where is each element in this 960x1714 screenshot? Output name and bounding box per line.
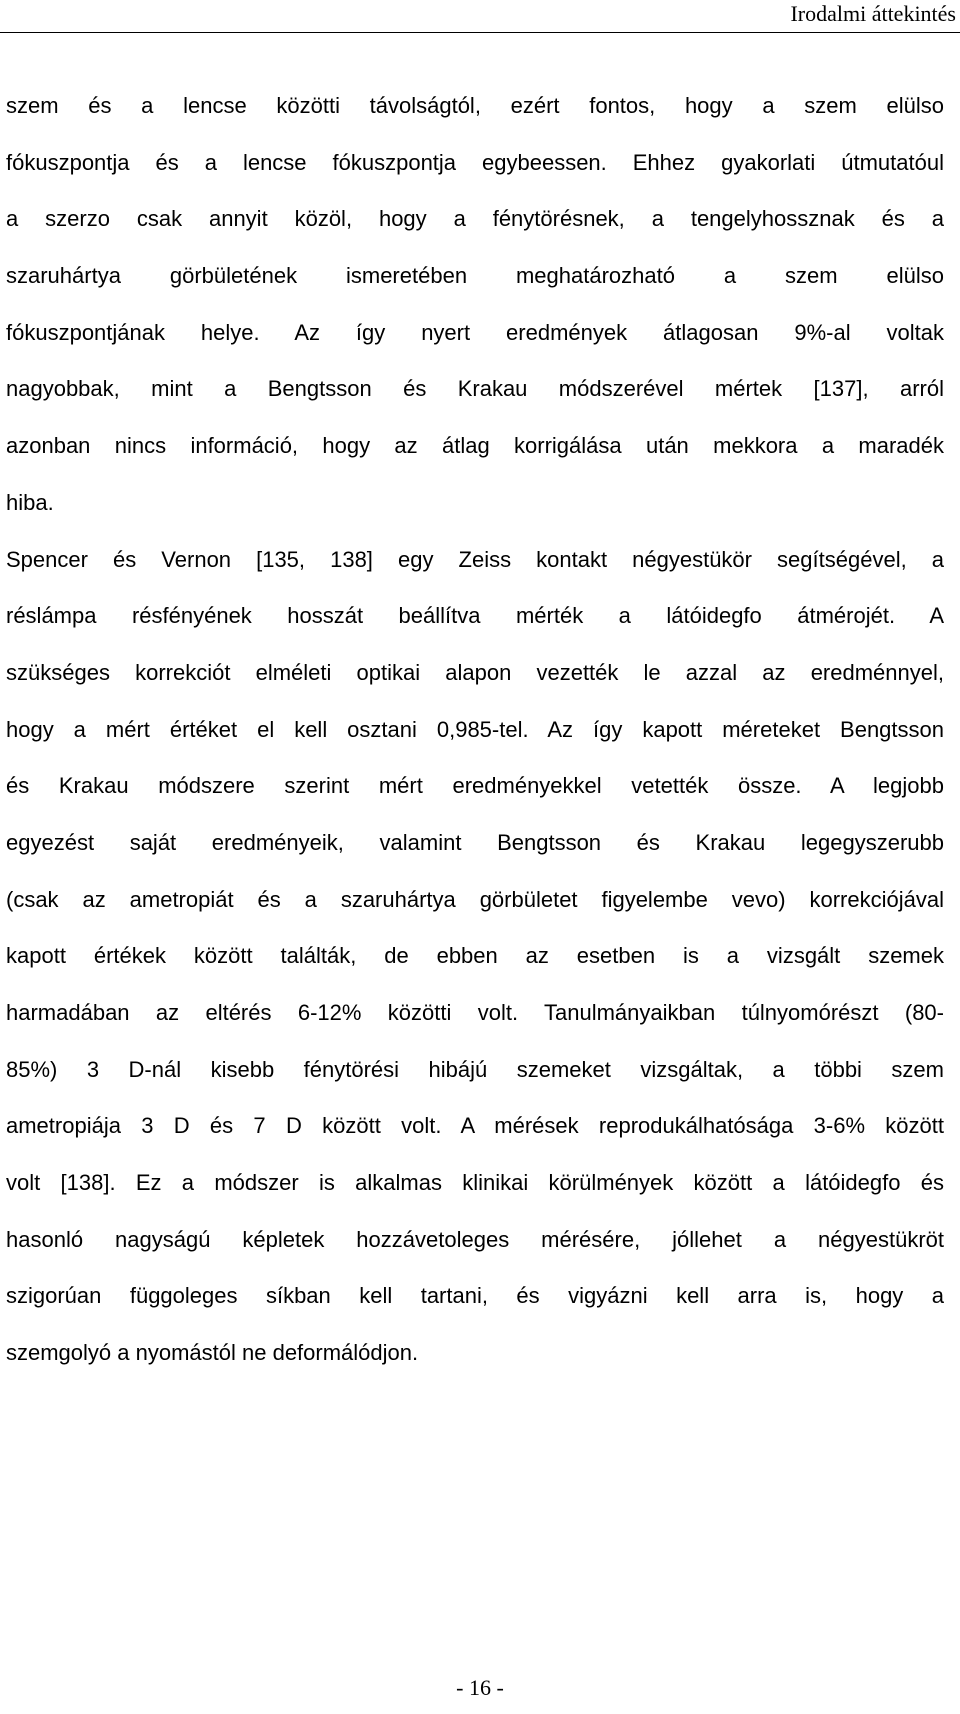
text-line: a szerzo csak annyit közöl, hogy a fénytörésnek, a tengelyhossznak és a xyxy=(6,206,944,232)
text-line: (csak az ametropiát és a szaruhártya görbületet figyelembe vevo) korrekciójával xyxy=(6,886,944,912)
text-line: fókuszpontja és a lencse fókuszpontja egybeessen. Ehhez gyakorlati útmutatóul xyxy=(6,149,944,175)
text-line: ametropiája 3 D és 7 D között volt. A mérések reprodukálhatósága 3-6% között xyxy=(6,1113,944,1139)
text-line: Spencer és Vernon [135, 138] egy Zeiss kontakt négyestükör segítségével, a xyxy=(6,546,944,572)
header-divider xyxy=(0,32,960,33)
page-number: - 16 - xyxy=(456,1675,504,1700)
paragraph-1 xyxy=(6,78,944,532)
text-line: nagyobbak, mint a Bengtsson és Krakau módszerével mértek [137], arról xyxy=(6,376,944,402)
body-text xyxy=(6,78,944,1382)
text-line: kapott értékek között találták, de ebben az esetben is a vizsgált szemek xyxy=(6,943,944,969)
text-line: fókuszpontjának helye. Az így nyert eredmények átlagosan 9%-al voltak xyxy=(6,319,944,345)
text-line: szemgolyó a nyomástól ne deformálódjon. xyxy=(6,1340,419,1366)
text-line: szem és a lencse közötti távolságtól, ezért fontos, hogy a szem elülso xyxy=(6,93,944,118)
text-line: hasonló nagyságú képletek hozzávetoleges mérésére, jóllehet a négyestükröt xyxy=(6,1226,944,1252)
text-line: hogy a mért értéket el kell osztani 0,985-tel. Az így kapott méreteket Bengtsson xyxy=(6,716,944,742)
text-line: harmadában az eltérés 6-12% közötti volt. Tanulmányaikban túlnyomórészt (80- xyxy=(6,1000,944,1025)
text-line: szigorúan függoleges síkban kell tartani, és vigyázni kell arra is, hogy a xyxy=(6,1283,944,1309)
text-line: azonban nincs információ, hogy az átlag korrigálása után mekkora a maradék xyxy=(6,433,944,459)
text-line: szükséges korrekciót elméleti optikai alapon vezették le azzal az eredménnyel, xyxy=(6,659,944,685)
text-line: egyezést saját eredményeik, valamint Bengtsson és Krakau legegyszerubb xyxy=(6,829,944,855)
text-line: és Krakau módszere szerint mért eredményekkel vetették össze. A legjobb xyxy=(6,773,944,799)
running-header-title: Irodalmi áttekintés xyxy=(790,1,956,26)
text-line: hiba. xyxy=(6,489,54,515)
text-line: volt [138]. Ez a módszer is alkalmas klinikai körülmények között a látóidegfo és xyxy=(6,1170,944,1196)
paragraph-2 xyxy=(6,532,944,1382)
text-line: 85%) 3 D-nál kisebb fénytörési hibájú szemeket vizsgáltak, a többi szem xyxy=(6,1056,944,1082)
text-line: szaruhártya görbületének ismeretében meghatározható a szem elülso xyxy=(6,263,944,289)
text-line: réslámpa résfényének hosszát beállítva mérték a látóidegfo átmérojét. A xyxy=(6,603,944,629)
